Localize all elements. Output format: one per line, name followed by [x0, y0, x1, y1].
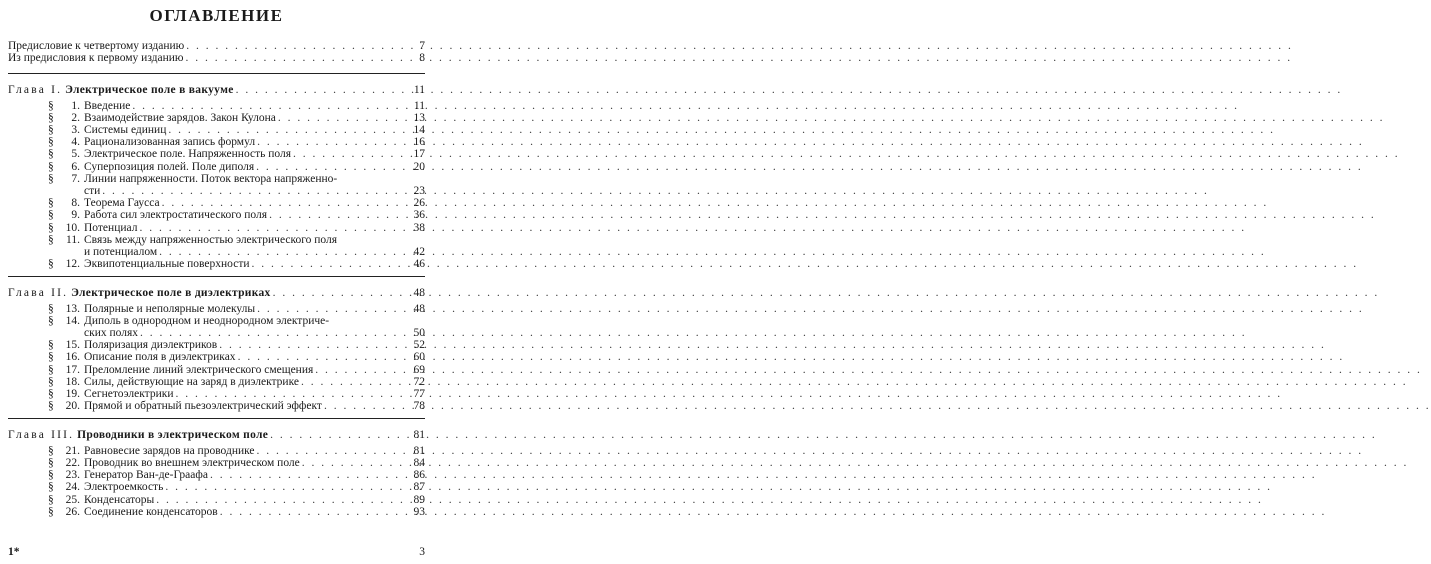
dot-leader [217, 339, 409, 351]
dot-leader [299, 376, 409, 388]
section-title: Теорема Гаусса [84, 197, 160, 210]
section-entry-continuation[interactable] [8, 185, 425, 197]
section-symbol: § [48, 99, 54, 112]
section-page: 38 [413, 221, 425, 234]
dot-leader [137, 222, 409, 234]
section-label [48, 339, 217, 351]
section-entry[interactable] [8, 124, 425, 136]
signature-mark: 1* [8, 546, 20, 558]
section-page: 84 [413, 456, 425, 469]
section-symbol: § [48, 302, 54, 315]
dot-leader [163, 481, 409, 493]
section-symbol: § [48, 258, 54, 271]
section-title: Силы, действующие на заряд в диэлектрике [84, 375, 299, 388]
toc-page [0, 0, 433, 564]
section-symbol: § [48, 363, 54, 376]
section-symbol: § [48, 481, 54, 494]
section-symbol: § [48, 233, 54, 246]
section-title: Проводник во внешнем электрическом поле [84, 456, 300, 469]
section-number: 23. [65, 469, 80, 482]
section-label [48, 161, 254, 173]
chapter-heading[interactable] [8, 429, 425, 441]
section-title: Равновесие зарядов на проводнике [84, 444, 255, 457]
front-matter [8, 40, 425, 64]
section-entry[interactable] [8, 258, 425, 270]
section-entry[interactable] [8, 136, 425, 148]
section-label [48, 469, 208, 481]
section-number: 13. [65, 302, 80, 315]
entry-page: 7 [419, 40, 425, 52]
section-page: 81 [413, 444, 425, 457]
section-page: 23 [413, 185, 425, 198]
section-number: 25. [65, 493, 80, 506]
entry-title: Из предисловия к первому изданию [8, 52, 184, 65]
section-symbol: § [48, 148, 54, 161]
chapter-heading[interactable] [8, 287, 425, 299]
section-entry[interactable] [8, 339, 425, 351]
dot-leader [157, 246, 409, 258]
section-label [48, 222, 137, 234]
dot-leader [254, 161, 409, 173]
section-page: 16 [413, 136, 425, 149]
section-title: Потенциал [84, 221, 138, 234]
section-entry[interactable] [8, 197, 425, 209]
table-of-contents [8, 40, 425, 518]
dot-leader [100, 185, 409, 197]
section-page: 89 [413, 493, 425, 506]
section-title: и потенциалом [84, 246, 158, 259]
dot-leader [291, 148, 409, 160]
section-number: 17. [65, 363, 80, 376]
section-title: Рационализованная запись формул [84, 136, 256, 149]
section-page: 11 [413, 99, 425, 112]
chapter-label [8, 287, 271, 299]
section-label [48, 376, 299, 388]
section-number: 4. [71, 136, 80, 149]
section-number: 16. [65, 351, 80, 364]
dot-leader [184, 52, 409, 64]
section-entry[interactable] [8, 494, 425, 506]
section-symbol: § [48, 160, 54, 173]
section-page: 17 [413, 148, 425, 161]
section-number: 2. [71, 111, 80, 124]
section-symbol: § [48, 469, 54, 482]
page-footer [8, 546, 425, 558]
section-page: 87 [413, 481, 425, 494]
dot-leader [173, 388, 409, 400]
section-symbol: § [48, 172, 54, 185]
section-label [48, 388, 173, 400]
section-title: сти [84, 185, 101, 198]
section-symbol: § [48, 456, 54, 469]
section-title: Введение [84, 99, 131, 112]
section-number: 8. [71, 197, 80, 210]
toc-entry[interactable] [8, 40, 425, 52]
section-page: 69 [413, 363, 425, 376]
section-label [48, 445, 255, 457]
section-symbol: § [48, 136, 54, 149]
page-title: ОГЛАВЛЕНИЕ [149, 6, 284, 25]
section-title: Электроемкость [84, 481, 164, 494]
section-number: 9. [71, 209, 80, 222]
section-page: 42 [413, 246, 425, 259]
section-title: Системы единиц [84, 124, 167, 137]
section-label [48, 315, 329, 327]
dot-leader [184, 40, 409, 52]
section-number: 10. [65, 221, 80, 234]
dot-leader [154, 494, 409, 506]
section-label [48, 112, 276, 124]
section-number: 7. [71, 172, 80, 185]
section-entry[interactable] [8, 445, 425, 457]
section-entry[interactable] [8, 400, 425, 412]
section-entry[interactable] [8, 100, 425, 112]
section-symbol: § [48, 111, 54, 124]
section-page: 48 [413, 302, 425, 315]
section-title: Конденсаторы [84, 493, 155, 506]
section-page: 26 [413, 197, 425, 210]
dot-leader [268, 429, 409, 441]
section-entry[interactable] [8, 364, 425, 376]
section-number: 18. [65, 375, 80, 388]
section-page: 46 [413, 258, 425, 271]
section-number: 5. [71, 148, 80, 161]
section-entry[interactable] [8, 234, 425, 246]
section-number: 22. [65, 456, 80, 469]
section-entry-continuation[interactable] [8, 327, 425, 339]
section-page: 93 [413, 505, 425, 518]
section-page: 78 [413, 400, 425, 413]
section-entry[interactable] [8, 222, 425, 234]
section-title: Соединение конденсаторов [84, 505, 218, 518]
section-label [48, 457, 300, 469]
section-page: 20 [413, 160, 425, 173]
dot-leader [276, 112, 409, 124]
section-entry[interactable] [8, 315, 425, 327]
section-label [48, 364, 313, 376]
section-label [48, 234, 337, 246]
section-entry[interactable] [8, 388, 425, 400]
section-title: ских полях [84, 327, 139, 340]
dot-leader [218, 506, 409, 518]
section-symbol: § [48, 339, 54, 352]
section-title: Прямой и обратный пьезоэлектрический эффект [84, 400, 322, 413]
section-title: Полярные и неполярные молекулы [84, 302, 256, 315]
dot-leader [255, 136, 409, 148]
divider [8, 418, 425, 419]
dot-leader [234, 84, 409, 96]
section-label [48, 173, 337, 185]
section-title: Поляризация диэлектриков [84, 339, 218, 352]
dot-leader [267, 209, 409, 221]
section-entry[interactable] [8, 161, 425, 173]
divider [8, 73, 425, 74]
section-title: Преломление линий электрического смещения [84, 363, 314, 376]
section-label [84, 185, 100, 197]
dot-leader [271, 287, 409, 299]
section-entry[interactable] [8, 148, 425, 160]
section-title: Эквипотенциальные поверхности [84, 258, 250, 271]
section-label [48, 506, 218, 518]
section-number: 26. [65, 505, 80, 518]
section-title: Генератор Ван-де-Граафа [84, 469, 208, 482]
section-label [84, 327, 138, 339]
section-label [48, 148, 291, 160]
section-number: 21. [65, 444, 80, 457]
section-symbol: § [48, 375, 54, 388]
section-title: Сегнетоэлектрики [84, 388, 174, 401]
chapter-number: Глава III. [8, 429, 75, 442]
section-label [48, 351, 236, 363]
section-entry[interactable] [8, 506, 425, 518]
dot-leader [300, 457, 409, 469]
section-title: Электрическое поле. Напряженность поля [84, 148, 292, 161]
chapter-label [8, 429, 268, 441]
section-label [48, 303, 255, 315]
chapter-title: Электрическое поле в вакууме [65, 84, 234, 97]
toc-entry[interactable] [8, 52, 425, 64]
chapter-heading[interactable] [8, 84, 425, 96]
section-entry[interactable] [8, 376, 425, 388]
section-symbol: § [48, 124, 54, 137]
section-label [48, 136, 255, 148]
entry-title: Предисловие к четвертому изданию [8, 40, 185, 52]
section-label [48, 258, 250, 270]
section-symbol: § [48, 388, 54, 401]
section-label [84, 246, 157, 258]
dot-leader [160, 197, 409, 209]
section-label [48, 209, 267, 221]
dot-leader [255, 303, 409, 315]
section-entry[interactable] [8, 112, 425, 124]
section-page: 72 [413, 375, 425, 388]
section-symbol: § [48, 197, 54, 210]
chapter-label [8, 84, 234, 96]
section-page: 50 [413, 327, 425, 340]
chapter-title: Проводники в электрическом поле [77, 429, 269, 442]
chapter-title: Электрическое поле в диэлектриках [71, 287, 271, 300]
chapter-number: Глава I. [8, 84, 63, 97]
section-title: Связь между напряженностью электрического поля [84, 233, 338, 246]
section-symbol: § [48, 444, 54, 457]
dot-leader [255, 445, 409, 457]
section-page: 77 [413, 388, 425, 401]
section-number: 12. [65, 258, 80, 271]
section-title: Суперпозиция полей. Поле диполя [84, 160, 255, 173]
section-page: 36 [413, 209, 425, 222]
section-label [48, 481, 163, 493]
section-label [48, 124, 166, 136]
section-number: 11. [66, 233, 80, 246]
section-number: 24. [65, 481, 80, 494]
section-title: Взаимодействие зарядов. Закон Кулона [84, 111, 276, 124]
section-number: 3. [71, 124, 80, 137]
section-page: 60 [413, 351, 425, 364]
entry-page: 8 [419, 52, 425, 65]
section-symbol: § [48, 221, 54, 234]
section-title: Работа сил электростатического поля [84, 209, 268, 222]
dot-leader [322, 400, 409, 412]
dot-leader [236, 351, 409, 363]
section-entry[interactable] [8, 209, 425, 221]
section-entry[interactable] [8, 457, 425, 469]
section-page: 14 [413, 124, 425, 137]
section-entry[interactable] [8, 481, 425, 493]
dot-leader [208, 469, 409, 481]
section-label [48, 494, 154, 506]
chapter-page: 11 [413, 84, 425, 97]
section-number: 15. [65, 339, 80, 352]
section-entry-continuation[interactable] [8, 246, 425, 258]
section-label [48, 400, 322, 412]
divider [8, 276, 425, 277]
section-title: Диполь в однородном и неоднородном электриче- [84, 314, 330, 327]
section-title: Линии напряженности. Поток вектора напряженно- [84, 172, 338, 185]
chapter-number: Глава II. [8, 287, 69, 300]
section-entry[interactable] [8, 469, 425, 481]
dot-leader [313, 364, 409, 376]
section-symbol: § [48, 314, 54, 327]
section-entry[interactable] [8, 173, 425, 185]
section-symbol: § [48, 505, 54, 518]
section-page: 86 [413, 469, 425, 482]
chapter-page: 48 [413, 287, 425, 300]
section-symbol: § [48, 351, 54, 364]
section-symbol: § [48, 493, 54, 506]
dot-leader [166, 124, 409, 136]
section-number: 14. [65, 314, 80, 327]
section-symbol: § [48, 209, 54, 222]
section-entry[interactable] [8, 303, 425, 315]
section-symbol: § [48, 400, 54, 413]
section-label [48, 100, 130, 112]
section-number: 20. [65, 400, 80, 413]
section-number: 1. [71, 99, 80, 112]
section-entry[interactable] [8, 351, 425, 363]
section-number: 6. [71, 160, 80, 173]
section-label [48, 197, 160, 209]
section-page: 52 [413, 339, 425, 352]
dot-leader [130, 100, 409, 112]
section-title: Описание поля в диэлектриках [84, 351, 236, 364]
section-page: 13 [413, 111, 425, 124]
dot-leader [138, 327, 409, 339]
page-number: 3 [419, 546, 425, 558]
section-number: 19. [65, 388, 80, 401]
chapter-page: 81 [413, 429, 425, 442]
dot-leader [250, 258, 409, 270]
